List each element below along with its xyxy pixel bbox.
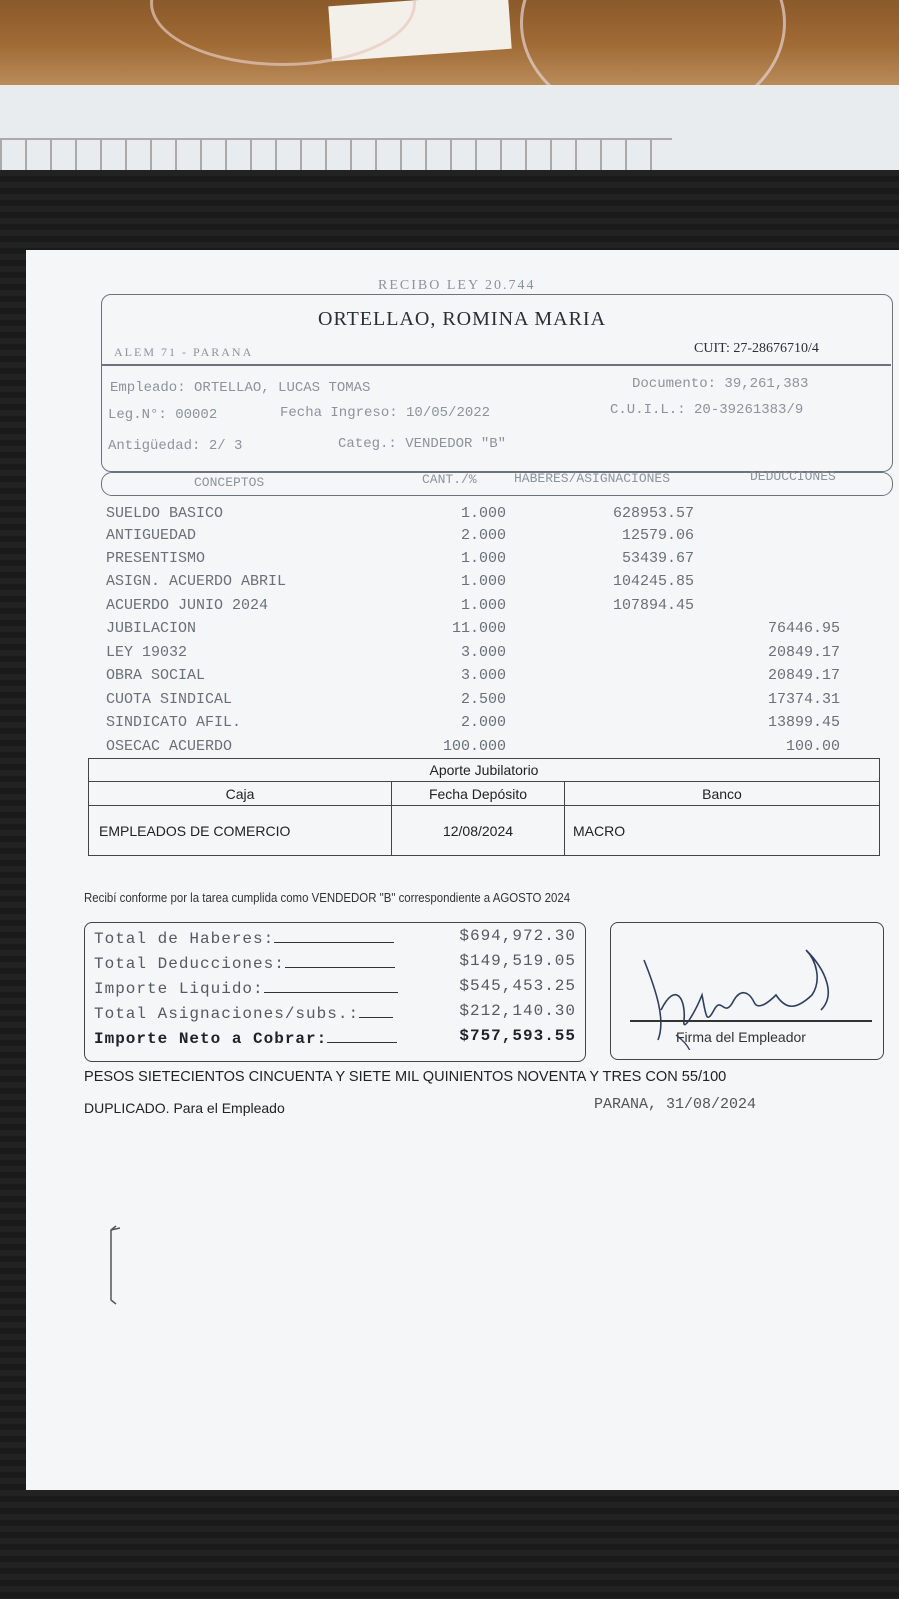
concept-quantity: 3.000	[460, 667, 506, 684]
concept-name: PRESENTISMO	[106, 550, 206, 567]
concept-deducciones: 100.00	[785, 738, 840, 755]
total-underline	[285, 966, 395, 968]
total-row	[94, 955, 395, 973]
aporte-header-fecha: Fecha Depósito	[392, 782, 565, 806]
concept-name: OBRA SOCIAL	[106, 667, 206, 684]
concept-deducciones: 17374.31	[767, 691, 840, 708]
company-name: ORTELLAO, ROMINA MARIA	[318, 308, 607, 330]
document-label: Documento:	[632, 376, 717, 392]
concept-name: SUELDO BASICO	[106, 505, 224, 522]
total-value: $757,593.55	[459, 1027, 576, 1045]
total-label: Importe Neto a Cobrar:	[94, 1030, 328, 1048]
signature-label: Firma del Empleador	[676, 1029, 806, 1045]
aporte-title: Aporte Jubilatorio	[89, 759, 880, 782]
total-underline	[264, 991, 398, 993]
concept-deducciones: 13899.45	[767, 714, 840, 731]
total-label: Total Deducciones:	[94, 955, 285, 973]
category-value: VENDEDOR "B"	[405, 436, 507, 452]
total-value: $545,453.25	[459, 977, 576, 995]
category-label: Categ.:	[338, 436, 397, 452]
concept-haberes: 53439.67	[621, 550, 694, 567]
ingreso-label: Fecha Ingreso:	[280, 405, 398, 421]
total-row	[94, 980, 398, 998]
cuil-label: C.U.I.L.:	[610, 402, 686, 418]
concept-quantity: 1.000	[460, 573, 506, 590]
concept-name: SINDICATO AFIL.	[106, 714, 242, 731]
total-value: $212,140.30	[459, 1002, 576, 1020]
concept-deducciones: 20849.17	[767, 644, 840, 661]
column-cantidad: CANT./%	[422, 472, 477, 487]
concept-haberes: 104245.85	[612, 573, 694, 590]
aporte-caja-value: EMPLEADOS DE COMERCIO	[89, 806, 392, 856]
total-label: Total Asignaciones/subs.:	[94, 1005, 360, 1023]
concept-quantity: 11.000	[451, 620, 506, 637]
document-value: 39,261,383	[724, 376, 809, 392]
employee-name: ORTELLAO, LUCAS TOMAS	[194, 380, 371, 396]
salary-receipt	[26, 250, 899, 1490]
aporte-header-banco: Banco	[565, 782, 880, 806]
concept-name: JUBILACION	[106, 620, 197, 637]
paper-clip-mark	[106, 1222, 126, 1308]
concept-haberes: 107894.45	[612, 597, 694, 614]
concept-quantity: 2.500	[460, 691, 506, 708]
aporte-header-caja: Caja	[89, 782, 392, 806]
conformity-text: Recibí conforme por la tarea cumplida como VENDEDOR "B" correspondiente a AGOSTO 2024	[84, 890, 571, 905]
total-row	[94, 1005, 393, 1023]
concept-name: OSECAC ACUERDO	[106, 738, 233, 755]
company-cuit: CUIT: 27-28676710/4	[694, 341, 819, 356]
cuil-value: 20-39261383/9	[694, 402, 804, 418]
concept-haberes: 628953.57	[612, 505, 694, 522]
concept-quantity: 100.000	[442, 738, 506, 755]
receipt-title: RECIBO LEY 20.744	[378, 278, 536, 293]
aporte-jubilatorio-table	[88, 758, 880, 856]
total-underline	[274, 941, 394, 943]
total-row	[94, 930, 394, 948]
total-value: $694,972.30	[459, 927, 576, 945]
employee-label: Empleado:	[110, 380, 186, 396]
concept-name: ASIGN. ACUERDO ABRIL	[106, 573, 287, 590]
header-divider	[102, 364, 891, 366]
amount-in-words: PESOS SIETECIENTOS CINCUENTA Y SIETE MIL QUINIENTOS NOVENTA Y TRES CON 55/100	[84, 1068, 727, 1085]
antiguedad-value: 2/ 3	[208, 438, 243, 454]
concept-quantity: 3.000	[460, 644, 506, 661]
concept-name: CUOTA SINDICAL	[106, 691, 233, 708]
total-underline	[327, 1041, 397, 1043]
total-label: Importe Liquido:	[94, 980, 264, 998]
total-value: $149,519.05	[459, 952, 576, 970]
concept-name: ANTIGUEDAD	[106, 527, 197, 544]
concept-name: ACUERDO JUNIO 2024	[106, 597, 269, 614]
antiguedad-label: Antigüedad:	[108, 438, 201, 454]
column-haberes: HABERES/ASIGNACIONES	[514, 471, 671, 486]
aporte-fecha-value: 12/08/2024	[392, 806, 565, 856]
total-label: Total de Haberes:	[94, 930, 275, 948]
aporte-banco-value: MACRO	[565, 806, 880, 856]
column-conceptos: CONCEPTOS	[194, 475, 265, 490]
ingreso-value: 10/05/2022	[406, 405, 491, 421]
total-row	[94, 1030, 397, 1048]
concept-deducciones: 76446.95	[767, 620, 840, 637]
column-deducciones: DEDUCCIONES	[750, 469, 836, 484]
duplicate-note: DUPLICADO. Para el Empleado	[84, 1100, 285, 1116]
concept-haberes: 12579.06	[621, 527, 694, 544]
legajo-value: 00002	[175, 407, 218, 423]
concept-quantity: 1.000	[460, 597, 506, 614]
company-address: ALEM 71 - PARANA	[114, 345, 254, 359]
concept-quantity: 2.000	[460, 714, 506, 731]
legajo-label: Leg.N°:	[108, 407, 167, 423]
concept-name: LEY 19032	[106, 644, 188, 661]
concept-quantity: 1.000	[460, 505, 506, 522]
signature-line	[630, 1020, 872, 1022]
concept-quantity: 1.000	[460, 550, 506, 567]
total-underline	[359, 1016, 393, 1018]
concept-quantity: 2.000	[460, 527, 506, 544]
place-and-date: PARANA, 31/08/2024	[594, 1096, 757, 1113]
concept-deducciones: 20849.17	[767, 667, 840, 684]
